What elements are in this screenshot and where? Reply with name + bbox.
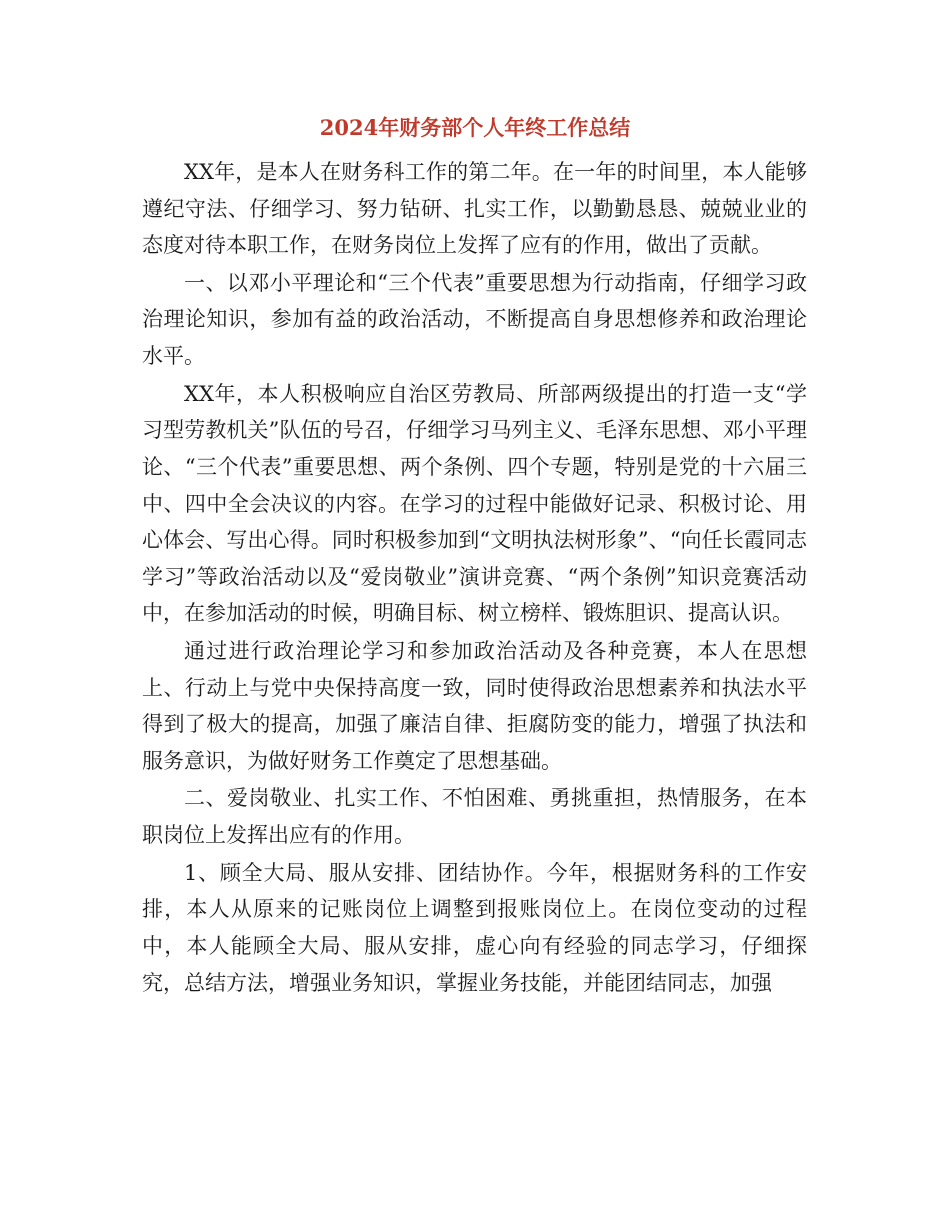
paragraph-1: XX年，是本人在财务科工作的第二年。在一年的时间里，本人能够遵纪守法、仔细学习、努力钻研、扎实工作，以勤勤恳恳、兢兢业业的态度对待本职工作，在财务岗位上发挥了应有的作用，做出了贡献。 xyxy=(142,160,807,258)
paragraph-6: 1、顾全大局、服从安排、团结协作。今年，根据财务科的工作安排，本人从原来的记账岗位上调整到报账岗位上。在岗位变动的过程中，本人能顾全大局、服从安排，虚心向有经验的同志学习，仔细探究，总结方法，增强业务知识，掌握业务技能，并能团结同志，加强 xyxy=(142,860,807,995)
document-title: 2024年财务部个人年终工作总结 xyxy=(319,115,631,140)
paragraph-2: 一、以邓小平理论和“三个代表”重要思想为行动指南，仔细学习政治理论知识，参加有益的政治活动，不断提高自身思想修养和政治理论水平。 xyxy=(142,270,807,369)
paragraph-5: 二、爱岗敬业、扎实工作、不怕困难、勇挑重担，热情服务，在本职岗位上发挥出应有的作用。 xyxy=(142,786,807,848)
paragraph-3: XX年，本人积极响应自治区劳教局、所部两级提出的打造一支“学习型劳教机关”队伍的号召，仔细学习马列主义、毛泽东思想、邓小平理论、“三个代表”重要思想、两个条例、四个专题，特别是党的十六届三中、四中全会决议的内容。在学习的过程中能做好记录、积极讨论、用心体会、写出心得。同时积极参加到“文明执法树形象”、“向任长霞同志学习”等政治活动以及“爱岗敬业”演讲竞赛、“两个条例”知识竞赛活动中，在参加活动的时候，明确目标、树立榜样、锻炼胆识、提高认识。 xyxy=(142,381,807,626)
paragraph-4: 通过进行政治理论学习和参加政治活动及各种竞赛，本人在思想上、行动上与党中央保持高度一致，同时使得政治思想素养和执法水平得到了极大的提高，加强了廉洁自律、拒腐防变的能力，增强了执法和服务意识，为做好财务工作奠定了思想基础。 xyxy=(142,639,807,773)
document-body xyxy=(142,154,807,1002)
